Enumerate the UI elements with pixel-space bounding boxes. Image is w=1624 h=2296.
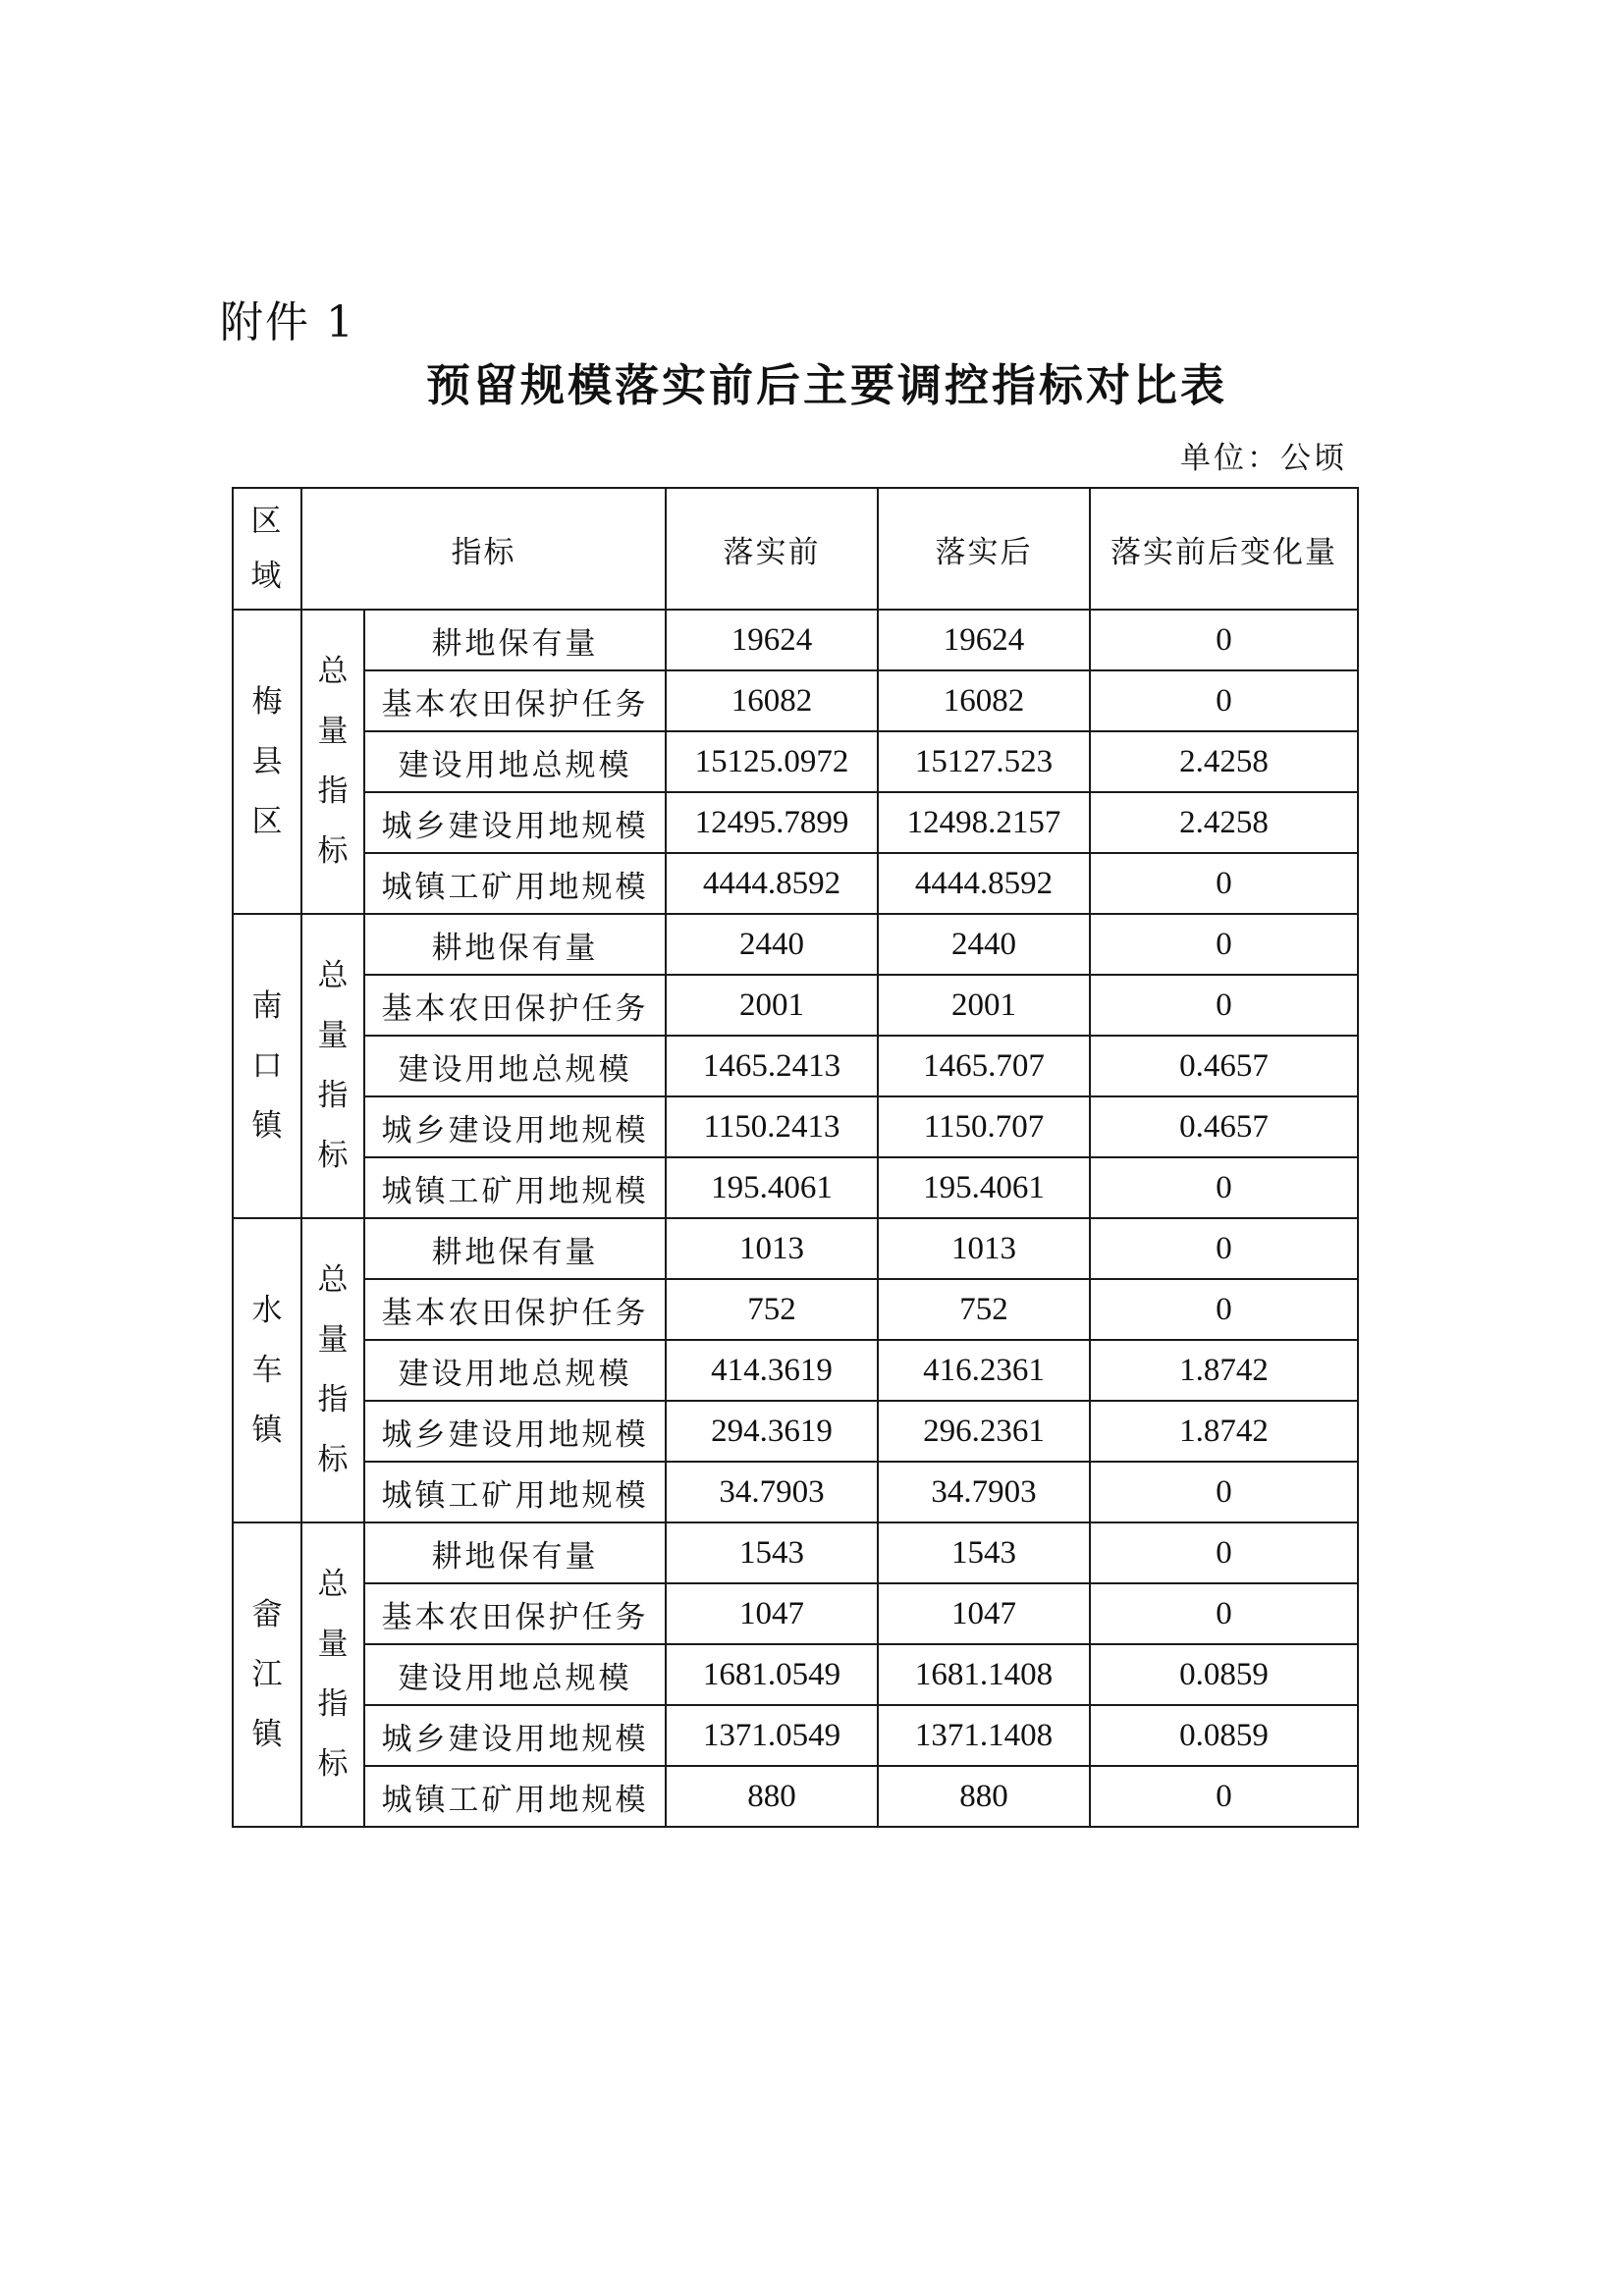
value-before: 195.4061 — [666, 1157, 878, 1218]
value-before: 2001 — [666, 975, 878, 1036]
table-row — [233, 1279, 1358, 1340]
header-change: 落实前后变化量 — [1090, 488, 1358, 610]
value-change: 0 — [1090, 670, 1358, 731]
indicator-name: 城乡建设用地规模 — [364, 792, 666, 853]
indicator-name: 建设用地总规模 — [364, 1036, 666, 1096]
value-change: 2.4258 — [1090, 731, 1358, 792]
value-after: 4444.8592 — [878, 853, 1090, 914]
indicator-name: 城镇工矿用地规模 — [364, 1157, 666, 1218]
indicator-name: 城乡建设用地规模 — [364, 1096, 666, 1157]
page-title: 预留规模落实前后主要调控指标对比表 — [425, 359, 1227, 411]
value-before: 414.3619 — [666, 1340, 878, 1401]
value-after: 880 — [878, 1766, 1090, 1827]
indicator-name: 基本农田保护任务 — [364, 1583, 666, 1644]
table-row — [233, 853, 1358, 914]
value-after: 12498.2157 — [878, 792, 1090, 853]
value-before: 15125.0972 — [666, 731, 878, 792]
value-change: 0 — [1090, 1218, 1358, 1279]
region-name: 梅县区 — [233, 610, 301, 914]
value-after: 2001 — [878, 975, 1090, 1036]
indicator-group: 总量指标 — [301, 1522, 364, 1827]
table-row — [233, 1218, 1358, 1279]
indicator-name: 城镇工矿用地规模 — [364, 1766, 666, 1827]
table-row — [233, 1401, 1358, 1462]
table-row — [233, 1157, 1358, 1218]
value-before: 2440 — [666, 914, 878, 975]
value-change: 0 — [1090, 1766, 1358, 1827]
table-row — [233, 975, 1358, 1036]
value-before: 4444.8592 — [666, 853, 878, 914]
value-after: 34.7903 — [878, 1462, 1090, 1522]
header-before: 落实前 — [666, 488, 878, 610]
indicator-name: 城乡建设用地规模 — [364, 1401, 666, 1462]
table-row — [233, 1583, 1358, 1644]
value-before: 34.7903 — [666, 1462, 878, 1522]
indicator-name: 建设用地总规模 — [364, 731, 666, 792]
table-row — [233, 1340, 1358, 1401]
value-change: 0.0859 — [1090, 1644, 1358, 1705]
value-change: 0.0859 — [1090, 1705, 1358, 1766]
table-row — [233, 914, 1358, 975]
value-change: 0 — [1090, 914, 1358, 975]
indicator-name: 城镇工矿用地规模 — [364, 1462, 666, 1522]
table-header-row — [233, 488, 1358, 610]
value-after: 1047 — [878, 1583, 1090, 1644]
value-after: 1371.1408 — [878, 1705, 1090, 1766]
table-row — [233, 1096, 1358, 1157]
indicator-name: 城镇工矿用地规模 — [364, 853, 666, 914]
unit-label: 单位：公顷 — [1180, 441, 1347, 476]
value-change: 1.8742 — [1090, 1340, 1358, 1401]
region-name: 畲江镇 — [233, 1522, 301, 1827]
value-before: 1681.0549 — [666, 1644, 878, 1705]
value-change: 0 — [1090, 1462, 1358, 1522]
value-change: 0.4657 — [1090, 1096, 1358, 1157]
indicator-group: 总量指标 — [301, 914, 364, 1218]
value-change: 0 — [1090, 1583, 1358, 1644]
value-before: 1465.2413 — [666, 1036, 878, 1096]
value-change: 0 — [1090, 975, 1358, 1036]
attachment-label: 附件 1 — [220, 297, 355, 347]
value-before: 16082 — [666, 670, 878, 731]
indicator-name: 建设用地总规模 — [364, 1340, 666, 1401]
table-row — [233, 731, 1358, 792]
indicator-name: 城乡建设用地规模 — [364, 1705, 666, 1766]
value-before: 1150.2413 — [666, 1096, 878, 1157]
table-row — [233, 1036, 1358, 1096]
indicator-name: 耕地保有量 — [364, 914, 666, 975]
table-row — [233, 1522, 1358, 1583]
indicator-group: 总量指标 — [301, 1218, 364, 1522]
indicator-name: 基本农田保护任务 — [364, 670, 666, 731]
value-change: 0 — [1090, 1522, 1358, 1583]
value-after: 416.2361 — [878, 1340, 1090, 1401]
value-after: 16082 — [878, 670, 1090, 731]
indicator-name: 建设用地总规模 — [364, 1644, 666, 1705]
value-after: 19624 — [878, 610, 1090, 670]
value-before: 1013 — [666, 1218, 878, 1279]
region-name: 南口镇 — [233, 914, 301, 1218]
header-indicator: 指标 — [301, 488, 666, 610]
value-before: 1543 — [666, 1522, 878, 1583]
value-after: 1013 — [878, 1218, 1090, 1279]
indicator-group: 总量指标 — [301, 610, 364, 914]
header-region: 区域 — [233, 488, 301, 610]
value-before: 752 — [666, 1279, 878, 1340]
value-before: 1047 — [666, 1583, 878, 1644]
indicator-name: 耕地保有量 — [364, 610, 666, 670]
indicator-name: 耕地保有量 — [364, 1218, 666, 1279]
value-before: 880 — [666, 1766, 878, 1827]
table-row — [233, 1705, 1358, 1766]
value-after: 1465.707 — [878, 1036, 1090, 1096]
value-change: 0 — [1090, 853, 1358, 914]
value-after: 15127.523 — [878, 731, 1090, 792]
value-after: 1681.1408 — [878, 1644, 1090, 1705]
indicator-comparison-table — [232, 487, 1359, 1828]
table-row — [233, 610, 1358, 670]
value-after: 752 — [878, 1279, 1090, 1340]
value-change: 0 — [1090, 1157, 1358, 1218]
indicator-name: 基本农田保护任务 — [364, 1279, 666, 1340]
value-after: 2440 — [878, 914, 1090, 975]
header-after: 落实后 — [878, 488, 1090, 610]
region-name: 水车镇 — [233, 1218, 301, 1522]
value-after: 195.4061 — [878, 1157, 1090, 1218]
table-row — [233, 1462, 1358, 1522]
value-before: 1371.0549 — [666, 1705, 878, 1766]
table-row — [233, 1644, 1358, 1705]
value-change: 0 — [1090, 1279, 1358, 1340]
table-row — [233, 792, 1358, 853]
indicator-name: 基本农田保护任务 — [364, 975, 666, 1036]
table-row — [233, 1766, 1358, 1827]
value-change: 0.4657 — [1090, 1036, 1358, 1096]
value-change: 0 — [1090, 610, 1358, 670]
value-change: 2.4258 — [1090, 792, 1358, 853]
value-before: 12495.7899 — [666, 792, 878, 853]
value-after: 1543 — [878, 1522, 1090, 1583]
value-after: 296.2361 — [878, 1401, 1090, 1462]
table-row — [233, 670, 1358, 731]
indicator-name: 耕地保有量 — [364, 1522, 666, 1583]
value-before: 19624 — [666, 610, 878, 670]
value-change: 1.8742 — [1090, 1401, 1358, 1462]
value-after: 1150.707 — [878, 1096, 1090, 1157]
value-before: 294.3619 — [666, 1401, 878, 1462]
